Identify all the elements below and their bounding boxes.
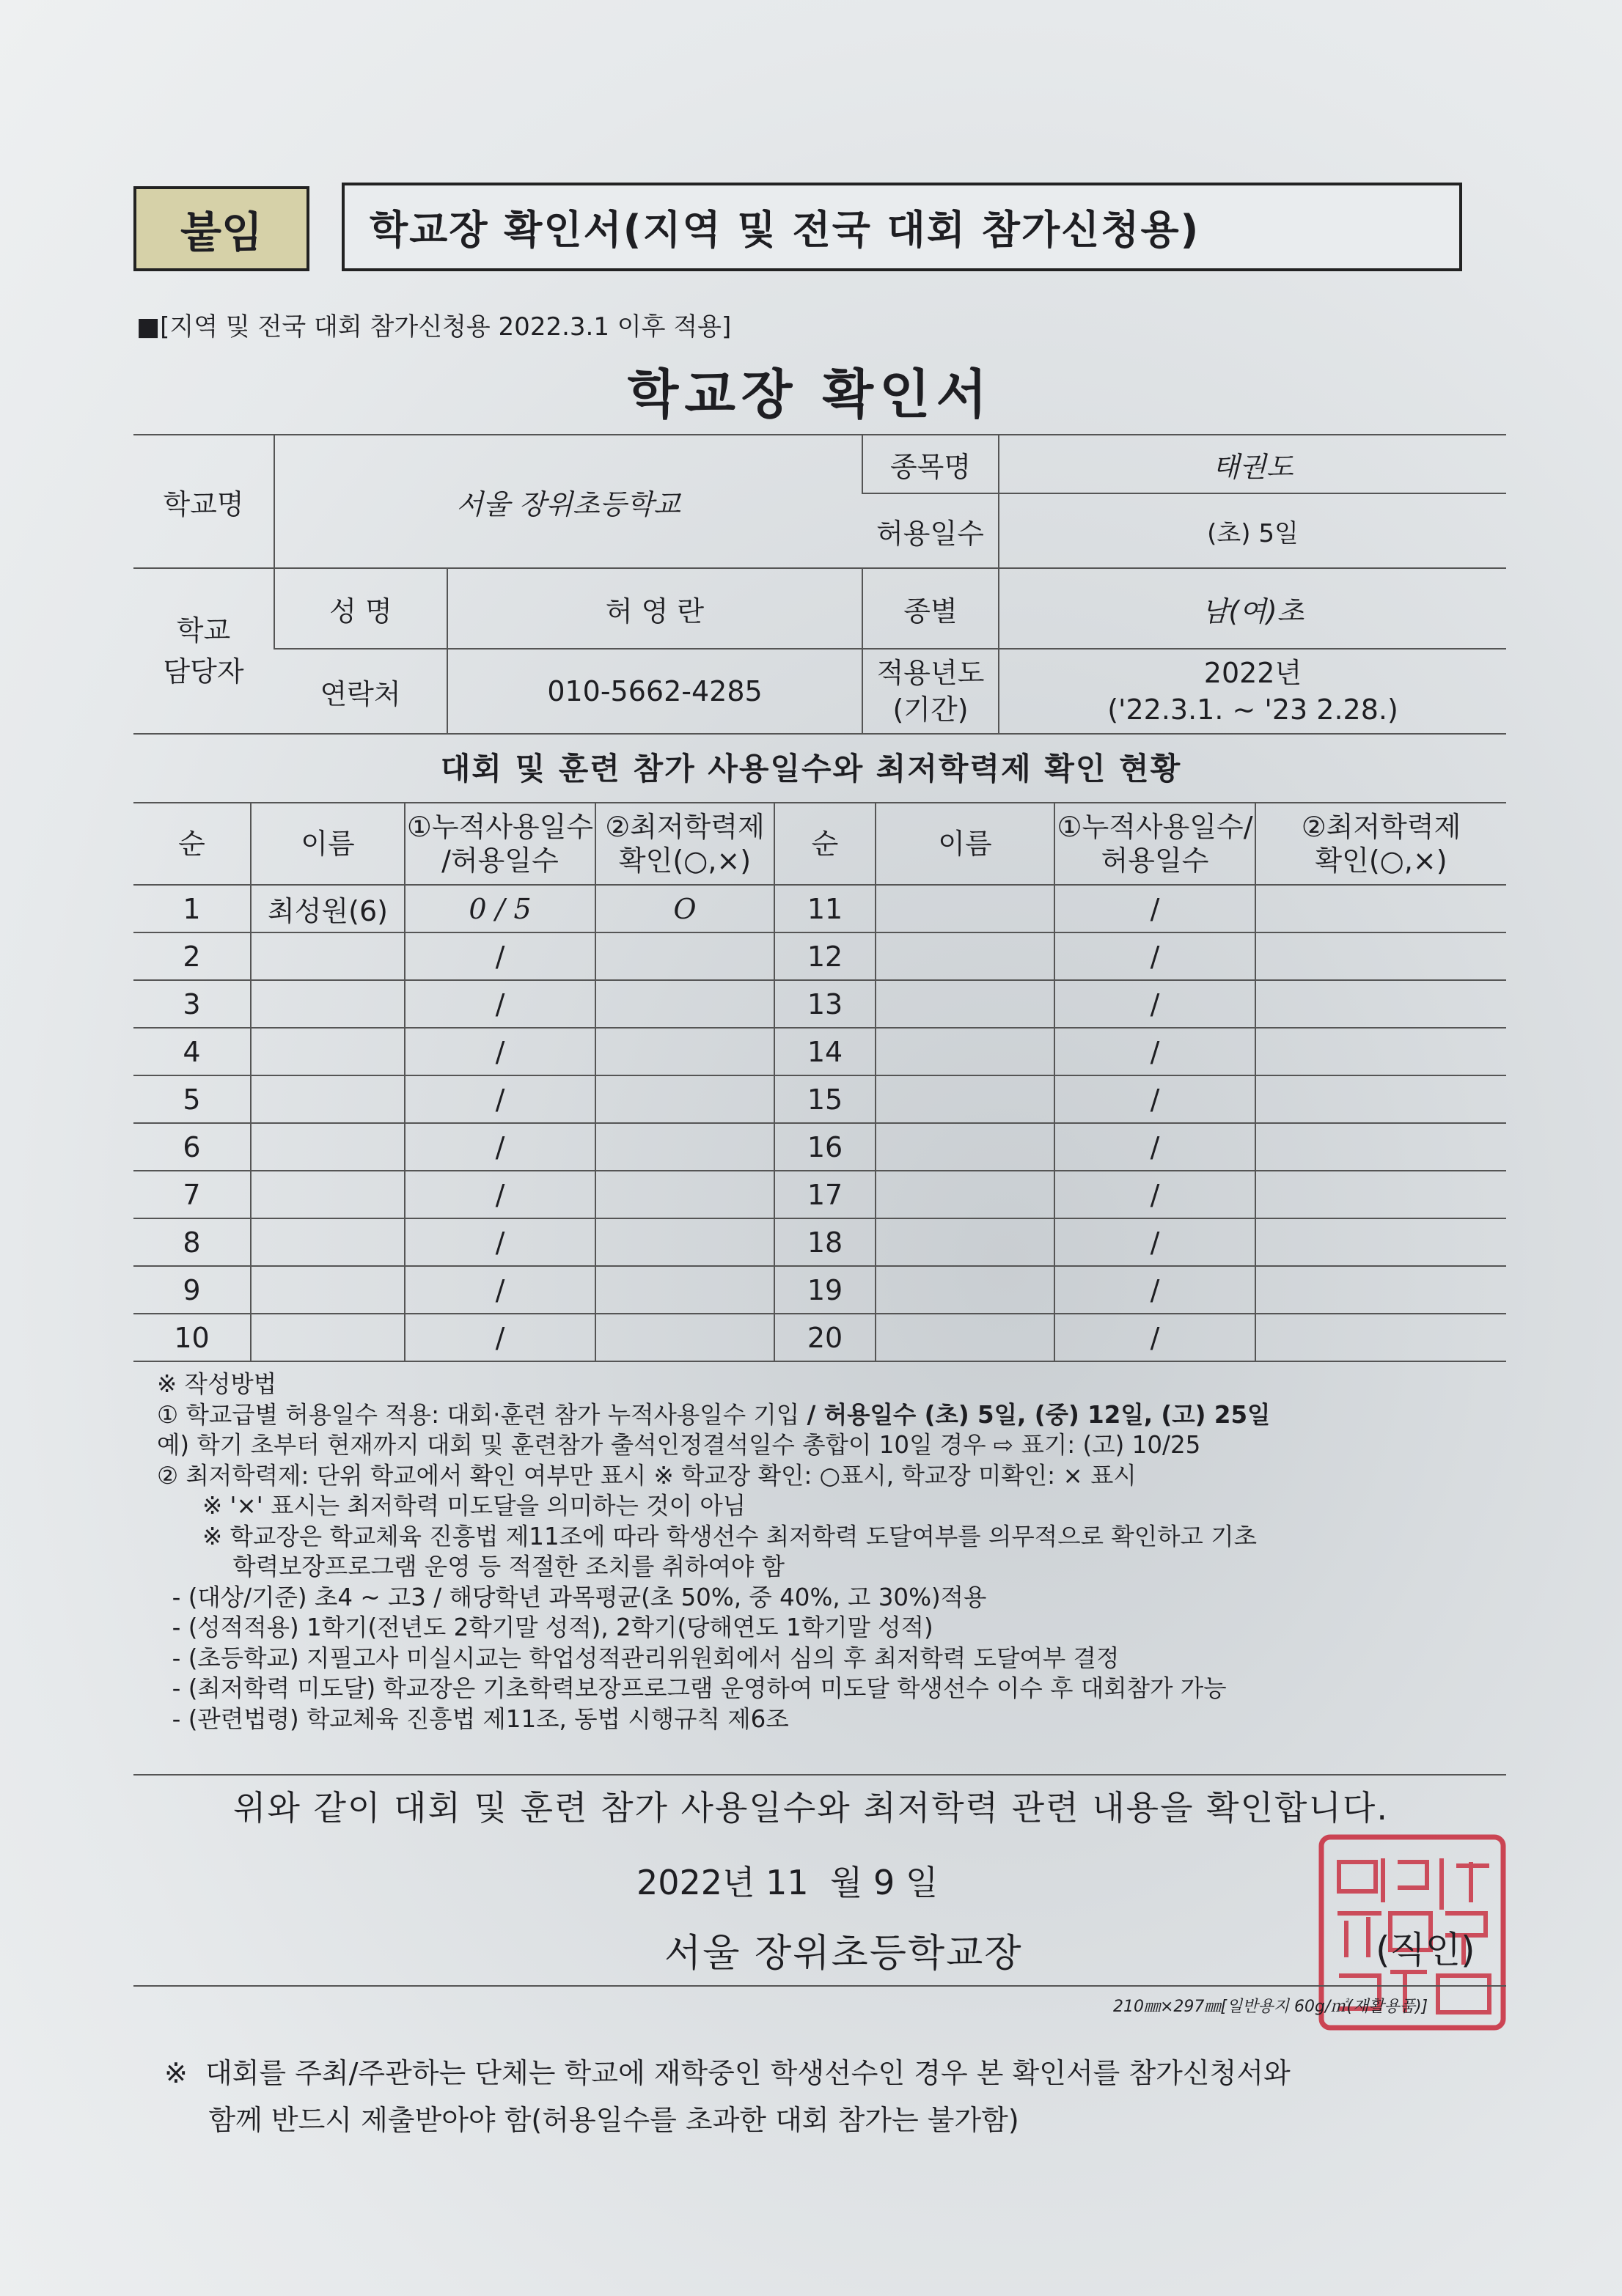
col-days-2	[1054, 803, 1255, 885]
row-no: 10	[133, 1314, 251, 1361]
row-name-2	[876, 885, 1054, 932]
row-name-2	[876, 980, 1054, 1028]
col-check2-line1: ②최저학력제	[1301, 811, 1461, 843]
notes-heading: ※ 작성방법	[157, 1370, 277, 1398]
year-label-line1: 적용년도	[876, 657, 985, 689]
row-name-2	[876, 1218, 1054, 1266]
row-name-2	[876, 1123, 1054, 1171]
gender-value: 남(여)초	[999, 568, 1506, 649]
participation-table	[133, 802, 1506, 1362]
row-days: /	[405, 1171, 595, 1218]
applicability-note: ■[지역 및 전국 대회 참가신청용 2022.3.1 이후 적용]	[136, 312, 732, 342]
col-check2-line2: 확인(○,×)	[1315, 845, 1447, 877]
row-check	[595, 1028, 774, 1075]
note-5: - (초등학교) 지필고사 미실시교는 학업성적관리위원회에서 심의 후 최저학력 도달여부 결정	[157, 1644, 1120, 1672]
table-row	[133, 1028, 1506, 1075]
principal-signature-line: 서울 장위초등학교장	[664, 1932, 1023, 1976]
note-2a: ② 최저학력제: 단위 학교에서 확인 여부만 표시 ※ 학교장 확인: ○표시, 학교장 미확인: × 표시	[157, 1461, 1137, 1490]
row-days-2: /	[1054, 1075, 1255, 1123]
row-check	[595, 1266, 774, 1314]
row-name-2	[876, 1028, 1054, 1075]
allowed-days-value: (초) 5일	[999, 493, 1506, 568]
note-1c: 예) 학기 초부터 현재까지 대회 및 훈련참가 출석인정결석일수 총합이 10일 경우 ⇨ 표기: (고) 10/25	[157, 1431, 1201, 1459]
col-check-2	[1255, 803, 1506, 885]
row-check-2	[1255, 1171, 1506, 1218]
col-check-line2: 확인(○,×)	[618, 845, 752, 877]
row-no-2: 19	[774, 1266, 876, 1314]
footer-line-2: 함께 반드시 제출받아야 함(허용일수를 초과한 대회 참가는 불가함)	[164, 2104, 1019, 2136]
confirmation-statement: 위와 같이 대회 및 훈련 참가 사용일수와 최저학력 관련 내용을 확인합니다.	[233, 1788, 1389, 1828]
col-days	[405, 803, 595, 885]
divider-top	[133, 1774, 1506, 1776]
row-no: 7	[133, 1171, 251, 1218]
school-value: 서울 장위초등학교	[274, 435, 862, 568]
gender-label: 종별	[862, 568, 999, 649]
row-check-2	[1255, 980, 1506, 1028]
row-days: /	[405, 1028, 595, 1075]
row-no: 5	[133, 1075, 251, 1123]
row-no-2: 13	[774, 980, 876, 1028]
row-check: O	[595, 885, 774, 932]
col-days-line1: ①누적사용일수	[406, 811, 594, 843]
allowed-days-label: 허용일수	[862, 493, 999, 568]
row-name	[251, 1266, 405, 1314]
writing-instructions	[157, 1369, 1535, 1734]
col-no-2: 순	[774, 803, 876, 885]
school-label: 학교명	[133, 435, 274, 568]
row-no: 4	[133, 1028, 251, 1075]
row-no: 2	[133, 932, 251, 980]
row-no: 6	[133, 1123, 251, 1171]
row-days: /	[405, 1314, 595, 1361]
row-no-2: 11	[774, 885, 876, 932]
row-name-2	[876, 1266, 1054, 1314]
row-days: /	[405, 980, 595, 1028]
table-row	[133, 1171, 1506, 1218]
col-no: 순	[133, 803, 251, 885]
year-value-line1: 2022년	[1203, 657, 1302, 689]
table-row	[133, 980, 1506, 1028]
row-days-2: /	[1054, 885, 1255, 932]
col-name: 이름	[251, 803, 405, 885]
event-label: 종목명	[862, 435, 999, 493]
table-header-row	[133, 803, 1506, 885]
row-no: 3	[133, 980, 251, 1028]
row-name	[251, 1314, 405, 1361]
row-name-2	[876, 1075, 1054, 1123]
row-check	[595, 980, 774, 1028]
year-value-line2: ('22.3.1. ~ '23 2.28.)	[1107, 693, 1398, 726]
row-no-2: 15	[774, 1075, 876, 1123]
table-row	[133, 885, 1506, 932]
table-row	[133, 932, 1506, 980]
row-name	[251, 1171, 405, 1218]
table-row	[133, 1314, 1506, 1361]
row-check	[595, 1218, 774, 1266]
row-days-2: /	[1054, 1171, 1255, 1218]
row-days-2: /	[1054, 1218, 1255, 1266]
row-no: 9	[133, 1266, 251, 1314]
row-no: 8	[133, 1218, 251, 1266]
row-days: /	[405, 1123, 595, 1171]
row-days-2: /	[1054, 980, 1255, 1028]
contact-label: 연락처	[274, 649, 447, 734]
row-name	[251, 1123, 405, 1171]
row-no-2: 17	[774, 1171, 876, 1218]
footer-line-1: ※ 대회를 주최/주관하는 단체는 학교에 재학중인 학생선수인 경우 본 확인서를 참가신청서와	[164, 2057, 1291, 2089]
row-name	[251, 1028, 405, 1075]
note-3: - (대상/기준) 초4 ~ 고3 / 해당학년 과목평균(초 50%, 중 40%, 고 30%)적용	[157, 1583, 987, 1611]
row-name-2	[876, 1171, 1054, 1218]
row-days-2: /	[1054, 1266, 1255, 1314]
note-2b: ※ '×' 표시는 최저학력 미도달을 의미하는 것이 아님	[157, 1492, 746, 1520]
row-no: 1	[133, 885, 251, 932]
row-name: 최성원(6)	[251, 885, 405, 932]
footer-note	[164, 2050, 1291, 2144]
col-check	[595, 803, 774, 885]
issue-date: 2022년 11 월 9 일	[636, 1863, 939, 1902]
row-name	[251, 1075, 405, 1123]
row-check	[595, 1123, 774, 1171]
row-days-2: /	[1054, 1123, 1255, 1171]
row-check-2	[1255, 1123, 1506, 1171]
note-1	[157, 1400, 1535, 1431]
row-name-2	[876, 932, 1054, 980]
row-check-2	[1255, 1075, 1506, 1123]
row-days: /	[405, 1266, 595, 1314]
year-label	[862, 649, 999, 734]
note-4: - (성적적용) 1학기(전년도 2학기말 성적), 2학기(당해연도 1학기말 성적)	[157, 1614, 933, 1641]
contact-value: 010-5662-4285	[447, 649, 862, 734]
attachment-tag: 붙임	[133, 186, 309, 271]
row-no-2: 12	[774, 932, 876, 980]
year-value	[999, 649, 1506, 734]
row-days-2: /	[1054, 932, 1255, 980]
event-value: 태권도	[999, 435, 1506, 493]
col-days2-line1: ①누적사용일수/	[1057, 811, 1253, 843]
row-check-2	[1255, 1218, 1506, 1266]
row-days: /	[405, 932, 595, 980]
seal-label: (직인)	[1376, 1929, 1475, 1971]
row-check	[595, 932, 774, 980]
row-days: /	[405, 1075, 595, 1123]
name-label: 성 명	[274, 568, 447, 649]
row-name-2	[876, 1314, 1054, 1361]
manager-label	[133, 568, 274, 734]
row-check-2	[1255, 1314, 1506, 1361]
row-no-2: 14	[774, 1028, 876, 1075]
row-check	[595, 1075, 774, 1123]
col-name-2: 이름	[876, 803, 1054, 885]
divider-bottom	[133, 1985, 1506, 1987]
note-7: - (관련법령) 학교체육 진흥법 제11조, 동법 시행규칙 제6조	[157, 1704, 789, 1733]
note-2c: ※ 학교장은 학교체육 진흥법 제11조에 따라 학생선수 최저학력 도달여부를 의무적으로 확인하고 기초	[157, 1522, 1258, 1550]
row-days-2: /	[1054, 1314, 1255, 1361]
row-check-2	[1255, 1266, 1506, 1314]
paper-spec: 210㎜×297㎜[일반용지 60g/㎡(재활용품)]	[1113, 1998, 1428, 2016]
table-row	[133, 1075, 1506, 1123]
row-no-2: 20	[774, 1314, 876, 1361]
info-table	[133, 434, 1506, 735]
col-days-line2: /허용일수	[441, 845, 559, 877]
row-name	[251, 1218, 405, 1266]
row-days: /	[405, 1218, 595, 1266]
row-check-2	[1255, 885, 1506, 932]
year-label-line2: (기간)	[892, 693, 969, 726]
col-check-line1: ②최저학력제	[605, 811, 765, 843]
header-title: 학교장 확인서(지역 및 전국 대회 참가신청용)	[342, 183, 1462, 271]
table-row	[133, 1123, 1506, 1171]
row-check	[595, 1171, 774, 1218]
row-name	[251, 932, 405, 980]
note-2d: 학력보장프로그램 운영 등 적절한 조치를 취하여야 함	[157, 1553, 785, 1581]
section-title: 대회 및 훈련 참가 사용일수와 최저학력제 확인 현황	[440, 751, 1182, 787]
name-value: 허 영 란	[447, 568, 862, 649]
row-name	[251, 980, 405, 1028]
row-check-2	[1255, 1028, 1506, 1075]
row-check	[595, 1314, 774, 1361]
note-6: - (최저학력 미도달) 학교장은 기초학력보장프로그램 운영하여 미도달 학생선수 이수 후 대회참가 가능	[157, 1674, 1227, 1702]
row-check-2	[1255, 932, 1506, 980]
table-row	[133, 1266, 1506, 1314]
page-title: 학교장 확인서	[627, 364, 994, 425]
manager-label-line1: 학교	[176, 614, 231, 647]
manager-label-line2: 담당자	[163, 655, 244, 688]
row-no-2: 16	[774, 1123, 876, 1171]
table-row	[133, 1218, 1506, 1266]
row-no-2: 18	[774, 1218, 876, 1266]
row-days-2: /	[1054, 1028, 1255, 1075]
note-1a: ① 학교급별 허용일수 적용: 대회·훈련 참가 누적사용일수 기입	[157, 1400, 807, 1429]
row-days: 0 / 5	[405, 885, 595, 932]
col-days2-line2: 허용일수	[1101, 845, 1209, 877]
note-1b: / 허용일수 (초) 5일, (중) 12일, (고) 25일	[807, 1400, 1271, 1429]
